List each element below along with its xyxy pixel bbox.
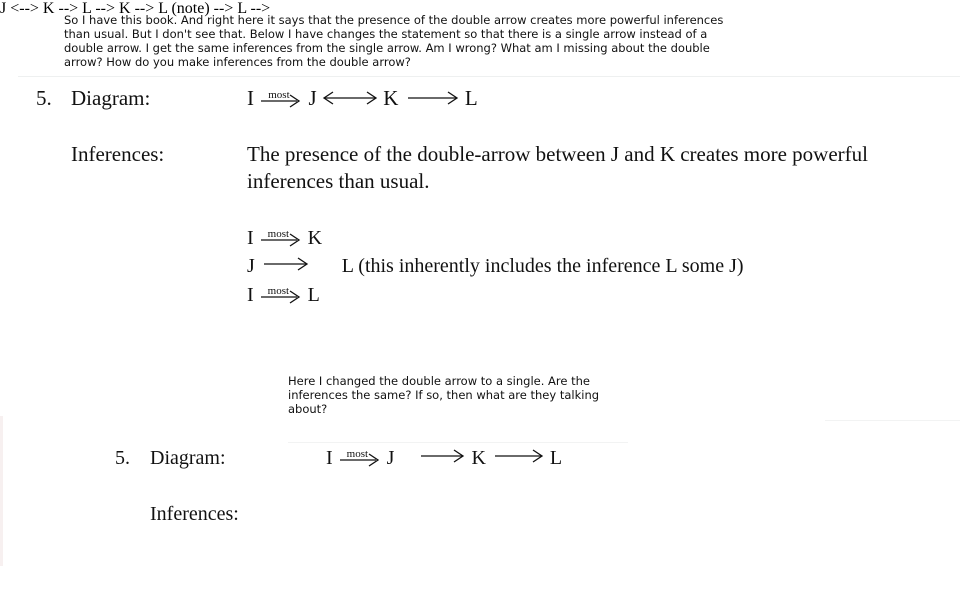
- problem-number: 5.: [115, 447, 130, 469]
- section-divider: [18, 76, 960, 77]
- diagram-modified: [326, 446, 562, 471]
- right-arrow-icon: [418, 447, 466, 471]
- node-l: L: [549, 447, 563, 469]
- diagram-label: Diagram:: [71, 86, 151, 110]
- middle-note-line: about?: [288, 402, 328, 416]
- node-i: I: [326, 447, 333, 469]
- node-i: I: [247, 86, 254, 110]
- inference-note: (this inherently includes the inference L some J): [358, 255, 744, 277]
- inference-row: [247, 254, 744, 279]
- diagram-original: [247, 85, 478, 113]
- quantifier-label: most: [268, 89, 290, 102]
- most-arrow: [259, 287, 303, 305]
- quantifier-label: most: [346, 448, 369, 461]
- inference-from: I: [247, 227, 254, 249]
- right-arrow-icon: [259, 287, 303, 305]
- question-line: arrow? How do you make inferences from the double arrow?: [64, 55, 411, 69]
- most-arrow: [259, 230, 303, 248]
- node-j: J: [308, 86, 317, 110]
- right-arrow-icon: [404, 87, 460, 113]
- node-k: K: [383, 86, 399, 110]
- problem-number: 5.: [36, 86, 52, 110]
- question-line: So I have this book. And right here it says that the presence of the double arrow creates more powerful inferences: [64, 13, 724, 27]
- inference-to: L: [307, 284, 320, 306]
- inference-to: L: [341, 255, 354, 277]
- right-arrow-icon: [491, 447, 545, 471]
- inference-row: [247, 226, 322, 250]
- inferences-label: Inferences:: [150, 503, 239, 525]
- statement-line: The presence of the double-arrow between J and K creates more powerful: [247, 142, 868, 166]
- node-j: J: [386, 447, 395, 469]
- right-arrow-icon: [338, 450, 382, 468]
- question-line: than usual. But I don't see that. Below I have changes the statement so that there is a single arrow instead of a: [64, 27, 708, 41]
- question-note: [64, 13, 804, 69]
- question-line: double arrow. I get the same inferences from the single arrow. Am I wrong? What am I missing about the double: [64, 41, 710, 55]
- most-arrow: [338, 450, 382, 468]
- most-arrow: [259, 91, 303, 109]
- inference-from: J: [247, 255, 255, 277]
- inference-from: I: [247, 284, 254, 306]
- middle-note-line: Here I changed the double arrow to a single. Are the: [288, 374, 590, 388]
- faint-divider: [288, 442, 628, 443]
- quantifier-label: most: [267, 285, 290, 298]
- inference-row: [247, 283, 320, 307]
- middle-note: [288, 374, 648, 416]
- edge-shade: [0, 416, 3, 566]
- inference-to: K: [307, 227, 323, 249]
- inferences-label: Inferences:: [71, 142, 165, 166]
- faint-divider: [825, 420, 960, 421]
- right-arrow-icon: [259, 230, 303, 248]
- double-arrow-icon: [322, 87, 378, 113]
- right-arrow-icon: [260, 255, 310, 279]
- right-arrow-icon: [259, 91, 303, 109]
- node-l: L: [464, 86, 478, 110]
- statement-line: inferences than usual.: [247, 169, 430, 193]
- node-k: K: [471, 447, 486, 469]
- middle-note-line: inferences the same? If so, then what are they talking: [288, 388, 600, 402]
- quantifier-label: most: [267, 228, 290, 241]
- diagram-label: Diagram:: [150, 447, 226, 469]
